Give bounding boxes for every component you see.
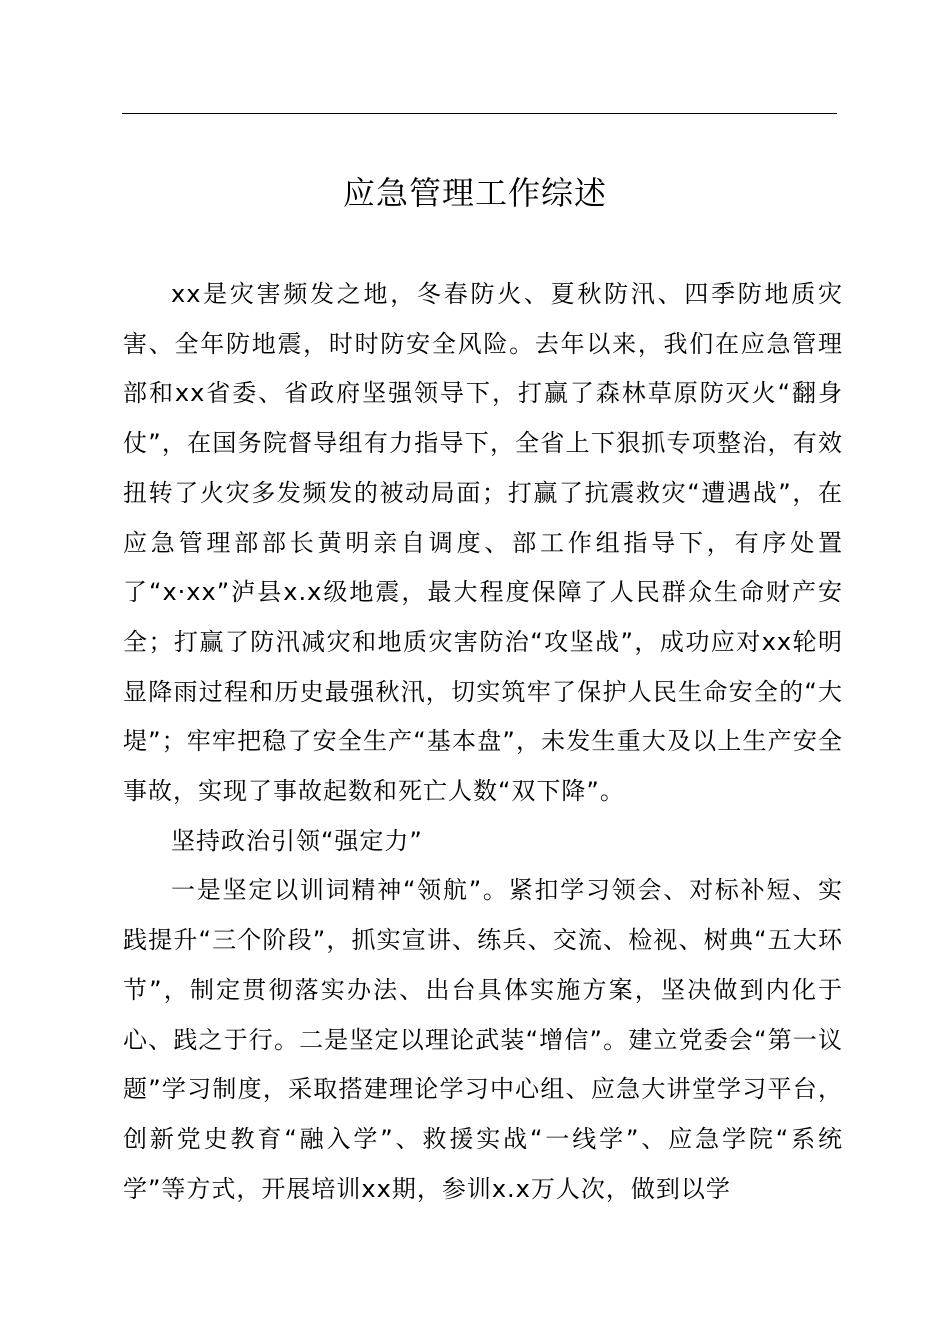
section-heading: 坚持政治引领“强定力” [171,826,423,855]
paragraph-section-1: 一是坚定以训词精神“领航”。紧扣学习领会、对标补短、实践提升“三个阶段”，抓实宣讲、练兵、交流、检视、树典“五大环节”，制定贯彻落实办法、出台具体实施方案，坚决做到内化于心、践之于行。二是坚定以理论武装“增信”。建立党委会“第一议题”学习制度，采取搭建理论学习中心组、应急大讲堂学习平台，创新党史教育“融入学”、救援实战“一线学”、应急学院“系统学”等方式，开展培训xx期，参训x.x万人次，做到以学 [123,876,843,1203]
document-title: 应急管理工作综述 [342,174,607,212]
paragraph-intro: xx是灾害频发之地，冬春防火、夏秋防汛、四季防地质灾害、全年防地震，时时防安全风险。去年以来，我们在应急管理部和xx省委、省政府坚强领导下，打赢了森林草原防灭火“翻身仗”，在国务院督导组有力指导下，全省上下狠抓专项整治，有效扭转了火灾多发频发的被动局面；打赢了抗震救灾“遭遇战”，在应急管理部部长黄明亲自调度、部工作组指导下，有序处置了“x·xx”泸县x.x级地震，最大程度保障了人民群众生命财产安全；打赢了防汛减灾和地质灾害防治“攻坚战”，成功应对xx轮明显降雨过程和历史最强秋汛，切实筑牢了保护人民生命安全的“大堤”；牢牢把稳了安全生产“基本盘”，未发生重大及以上生产安全事故，实现了事故起数和死亡人数“双下降”。 [123,280,843,806]
document-body [123,270,843,1214]
header-rule [122,113,837,114]
